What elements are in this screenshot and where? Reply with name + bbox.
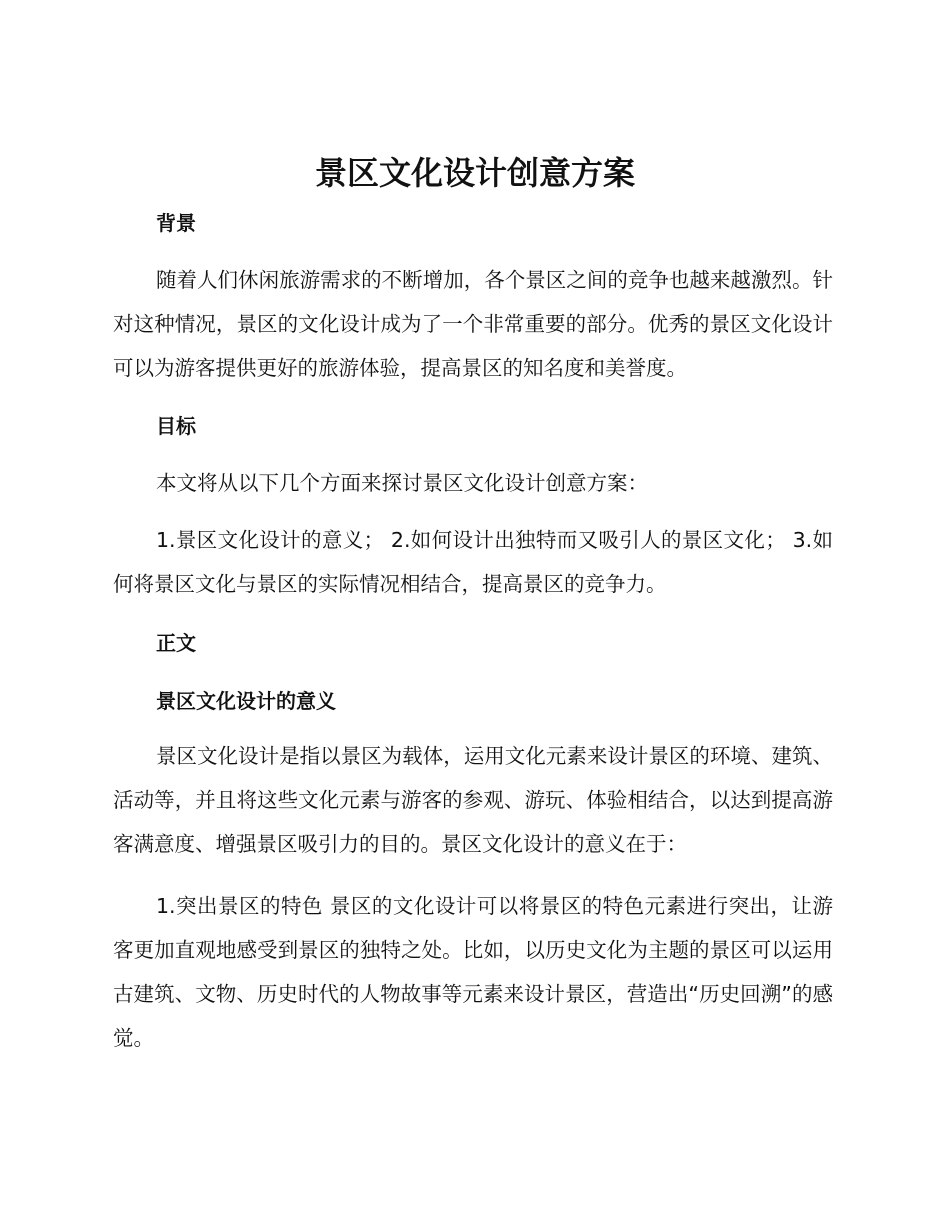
paragraph-goal-list: 1.景区文化设计的意义； 2.如何设计出独特而又吸引人的景区文化； 3.如何将景区文化与景区的实际情况相结合，提高景区的竞争力。 — [113, 528, 833, 596]
paragraph-point-1: 1.突出景区的特色 景区的文化设计可以将景区的特色元素进行突出，让游客更加直观地感受到景区的独特之处。比如，以历史文化为主题的景区可以运用古建筑、文物、历史时代的人物故事等元素来设计景区，营造出“历史回溯”的感觉。 — [113, 894, 833, 1050]
subheading-significance: 景区文化设计的意义 — [156, 689, 336, 713]
heading-goal: 目标 — [156, 414, 196, 438]
document-title: 景区文化设计创意方案 — [314, 154, 635, 192]
paragraph-background: 随着人们休闲旅游需求的不断增加，各个景区之间的竞争也越来越激烈。针对这种情况，景区的文化设计成为了一个非常重要的部分。优秀的景区文化设计可以为游客提供更好的旅游体验，提高景区的知名度和美誉度。 — [113, 268, 833, 380]
heading-body: 正文 — [156, 631, 196, 655]
paragraph-goal-intro: 本文将从以下几个方面来探讨景区文化设计创意方案： — [156, 471, 648, 495]
heading-background: 背景 — [156, 211, 196, 235]
paragraph-significance: 景区文化设计是指以景区为载体，运用文化元素来设计景区的环境、建筑、活动等，并且将这些文化元素与游客的参观、游玩、体验相结合，以达到提高游客满意度、增强景区吸引力的目的。景区文化设计的意义在于： — [113, 744, 833, 856]
